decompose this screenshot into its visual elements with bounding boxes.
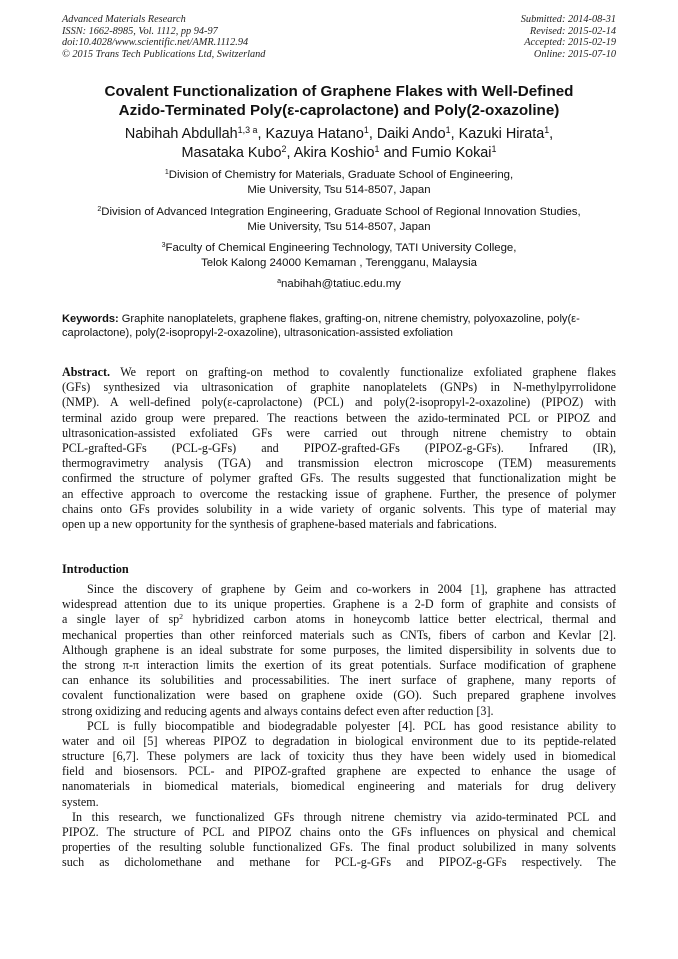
abstract-line: (GFs) synthesized via ultrasonication of graphite nanoplatelets (GNPs) in N-methylpyrrolidone	[62, 380, 616, 395]
intro-line: system.	[62, 794, 99, 809]
abstract-line: confirmed the structure of polymer grafted GFs. The results suggested that functionalization might be	[62, 471, 616, 486]
revised-date: Revised: 2015-02-14	[529, 25, 616, 37]
separator: ,	[549, 126, 554, 142]
abstract-line: thermogravimetry analysis (TGA) and transmission electron microscope (TEM) measurements	[62, 456, 616, 471]
intro-line: Since the discovery of graphene by Geim and co-workers in 2004 [1], graphene has attracted	[87, 582, 616, 596]
author-email[interactable]: nabihah@tatiuc.edu.my	[281, 278, 401, 290]
intro-line: PIPOZ. The structure of PCL and PIPOZ chains onto the GFs influences on physical and chemical	[62, 825, 616, 839]
submitted-date: Submitted: 2014-08-31	[520, 14, 616, 25]
author-name: Masataka Kubo	[181, 145, 282, 161]
intro-text: a single layer of sp	[62, 612, 180, 627]
author-line-2	[40, 144, 638, 163]
affiliation-marker: 2	[97, 206, 102, 214]
abstract-label: Abstract.	[62, 365, 111, 379]
intro-line: mechanical properties than other reinforced materials such as CNTs, fibers of carbon and Kevlar [2].	[62, 627, 616, 642]
abstract-line: (NMP). A well-defined poly(ε-caprolactone) (PCL) and poly(2-isopropyl-2-oxazoline) (PIPOZ) with	[62, 395, 616, 410]
abstract-line: terminal azido group were prepared. The reactions between the azido-terminated PCL or PIPOZ and	[62, 410, 616, 425]
title-line-2: Azido-Terminated Poly(ε-caprolactone) and Poly(2-oxazoline)	[118, 102, 560, 119]
abstract	[62, 365, 616, 532]
intro-line	[62, 612, 616, 627]
superscript: 2	[179, 612, 183, 622]
separator: ,	[257, 126, 266, 142]
author-line-1	[40, 125, 638, 144]
affiliation-line	[30, 241, 648, 256]
intro-text: hybridized carbon atoms in honeycomb lattice better electrical, thermal and	[182, 612, 616, 627]
abstract-line	[62, 365, 616, 380]
keywords-label: Keywords:	[62, 313, 119, 325]
affiliation-line: Mie University, Tsu 514-8507, Japan	[247, 221, 431, 233]
intro-line: nanomaterials in biomedical materials, biomedical engineering and materials for drug delivery	[62, 779, 616, 794]
intro-line: strong oxidizing and reducing agents and always contains defect even after reduction [3].	[62, 703, 494, 718]
author-list	[40, 125, 638, 163]
author-affil: 2	[281, 144, 287, 155]
intro-line: structure [6,7]. These polymers are lack of toxicity thus they have been widely used in biomedical	[62, 749, 616, 764]
author-name: Fumio Kokai	[411, 145, 492, 161]
abstract-line: ultrasonication-assisted exfoliated GFs were carried out through nitrene chemistry to obtain	[62, 425, 616, 440]
author-affil: 1	[491, 144, 497, 155]
journal-info	[62, 14, 265, 60]
email-row	[30, 277, 648, 292]
copyright-line: © 2015 Trans Tech Publications Ltd, Switzerland	[62, 48, 266, 60]
intro-line: the strong π-π interaction limits the exertion of its great potentials. Surface modification of graphene	[62, 657, 616, 672]
author-name: Kazuya Hatano	[265, 126, 364, 142]
intro-line: covalent functionalization were based on graphene oxide (GO). Such prepared graphene involves	[62, 688, 616, 703]
title-line-1: Covalent Functionalization of Graphene Flakes with Well-Defined	[104, 83, 574, 100]
author-affil: 1	[363, 125, 369, 136]
intro-line: Although graphene is an ideal substrate for some purposes, the limited dispersibility in solvents due to	[62, 642, 616, 657]
affiliation-marker: 3	[161, 242, 166, 250]
affiliation-line: Mie University, Tsu 514-8507, Japan	[247, 184, 431, 196]
email-line	[30, 277, 648, 292]
author-name: Nabihah Abdullah	[124, 126, 238, 142]
email-marker: a	[277, 278, 282, 286]
affiliation-3	[30, 241, 648, 271]
author-name: Kazuki Hirata	[458, 126, 545, 142]
author-affil: 1	[445, 125, 451, 136]
abstract-line: an effective approach to overcome the restacking issue of graphene. Further, the presence of polymer	[62, 486, 616, 501]
affiliation-text: Division of Chemistry for Materials, Graduate School of Engineering,	[168, 169, 514, 181]
abstract-line: PCL-grafted-GFs (PCL-g-GFs) and PIPOZ-grafted-GFs (PIPOZ-g-GFs). Infrared (IR),	[62, 440, 616, 455]
intro-line: field and biosensors. PCL- and PIPOZ-grafted graphene are expected to enhance the usage of	[62, 764, 616, 779]
abstract-text: We report on grafting-on method to covalently functionalize exfoliated graphene flakes	[110, 365, 616, 379]
separator: ,	[286, 145, 294, 161]
affiliation-line	[30, 205, 648, 220]
section-heading-introduction: Introduction	[62, 562, 129, 576]
journal-name: Advanced Materials Research	[62, 14, 186, 25]
author-affil: 1	[374, 144, 380, 155]
affiliation-1	[30, 168, 648, 198]
paper-title	[50, 82, 628, 120]
affiliation-line	[30, 168, 648, 183]
author-name: Akira Koshio	[293, 145, 375, 161]
affiliation-text: Faculty of Chemical Engineering Technology, TATI University College,	[165, 242, 517, 254]
abstract-line: chains onto GFs provides solubility in a wide variety of organic solvents. This type of material may	[62, 501, 616, 516]
keywords-text: Graphite nanoplatelets, graphene flakes, grafting-on, nitrene chemistry, polyoxazoline, poly(ε-caprolactone), poly(2-isopropyl-2-oxazoline), ultrasonication-assisted exfoliation	[62, 313, 580, 340]
keywords	[62, 312, 616, 340]
affiliation-line: Telok Kalong 24000 Kemaman , Terengganu, Malaysia	[201, 257, 477, 269]
intro-line: widespread attention due to its unique properties. Graphene is a 2-D form of graphite and consists of	[62, 597, 616, 612]
doi-line[interactable]: doi:10.4028/www.scientific.net/AMR.1112.94	[62, 37, 249, 49]
author-affil: 1	[544, 125, 550, 136]
affiliation-text: Division of Advanced Integration Engineering, Graduate School of Regional Innovation Studies,	[101, 206, 581, 218]
intro-line: can enhance its solubilities and processabilities. The inert surface of graphene, many reports of	[62, 673, 616, 688]
intro-line: water and oil [5] whereas PIPOZ to degradation in biological environment due to its peptide-related	[62, 733, 616, 748]
separator: and	[379, 145, 412, 161]
publication-dates	[521, 14, 616, 60]
intro-line: PCL is fully biocompatible and biodegradable polyester [4]. PCL has good resistance ability to	[87, 718, 616, 733]
separator: ,	[368, 126, 377, 142]
separator: ,	[450, 126, 459, 142]
intro-line: such as dicholomethane and methane for PCL-g-GFs and PIPOZ-g-GFs respectively. The	[62, 855, 616, 870]
affiliation-2	[30, 205, 648, 235]
affiliation-marker: 1	[164, 169, 169, 177]
intro-line: properties of the resulting soluble functionalized GFs. The final product solubilized in many solvents	[62, 840, 616, 855]
issn-line: ISSN: 1662-8985, Vol. 1112, pp 94-97	[62, 25, 218, 37]
abstract-line: open up a new opportunity for the synthesis of graphene-based materials and fabrications.	[62, 516, 497, 531]
intro-line: In this research, we functionalized GFs through nitrene chemistry via azido-terminated PCL and	[72, 809, 616, 824]
introduction-body	[62, 582, 616, 871]
author-affil: 1,3 a	[237, 125, 258, 136]
author-name: Daiki Ando	[376, 126, 446, 142]
online-date: Online: 2015-07-10	[533, 48, 616, 60]
accepted-date: Accepted: 2015-02-19	[524, 37, 616, 49]
